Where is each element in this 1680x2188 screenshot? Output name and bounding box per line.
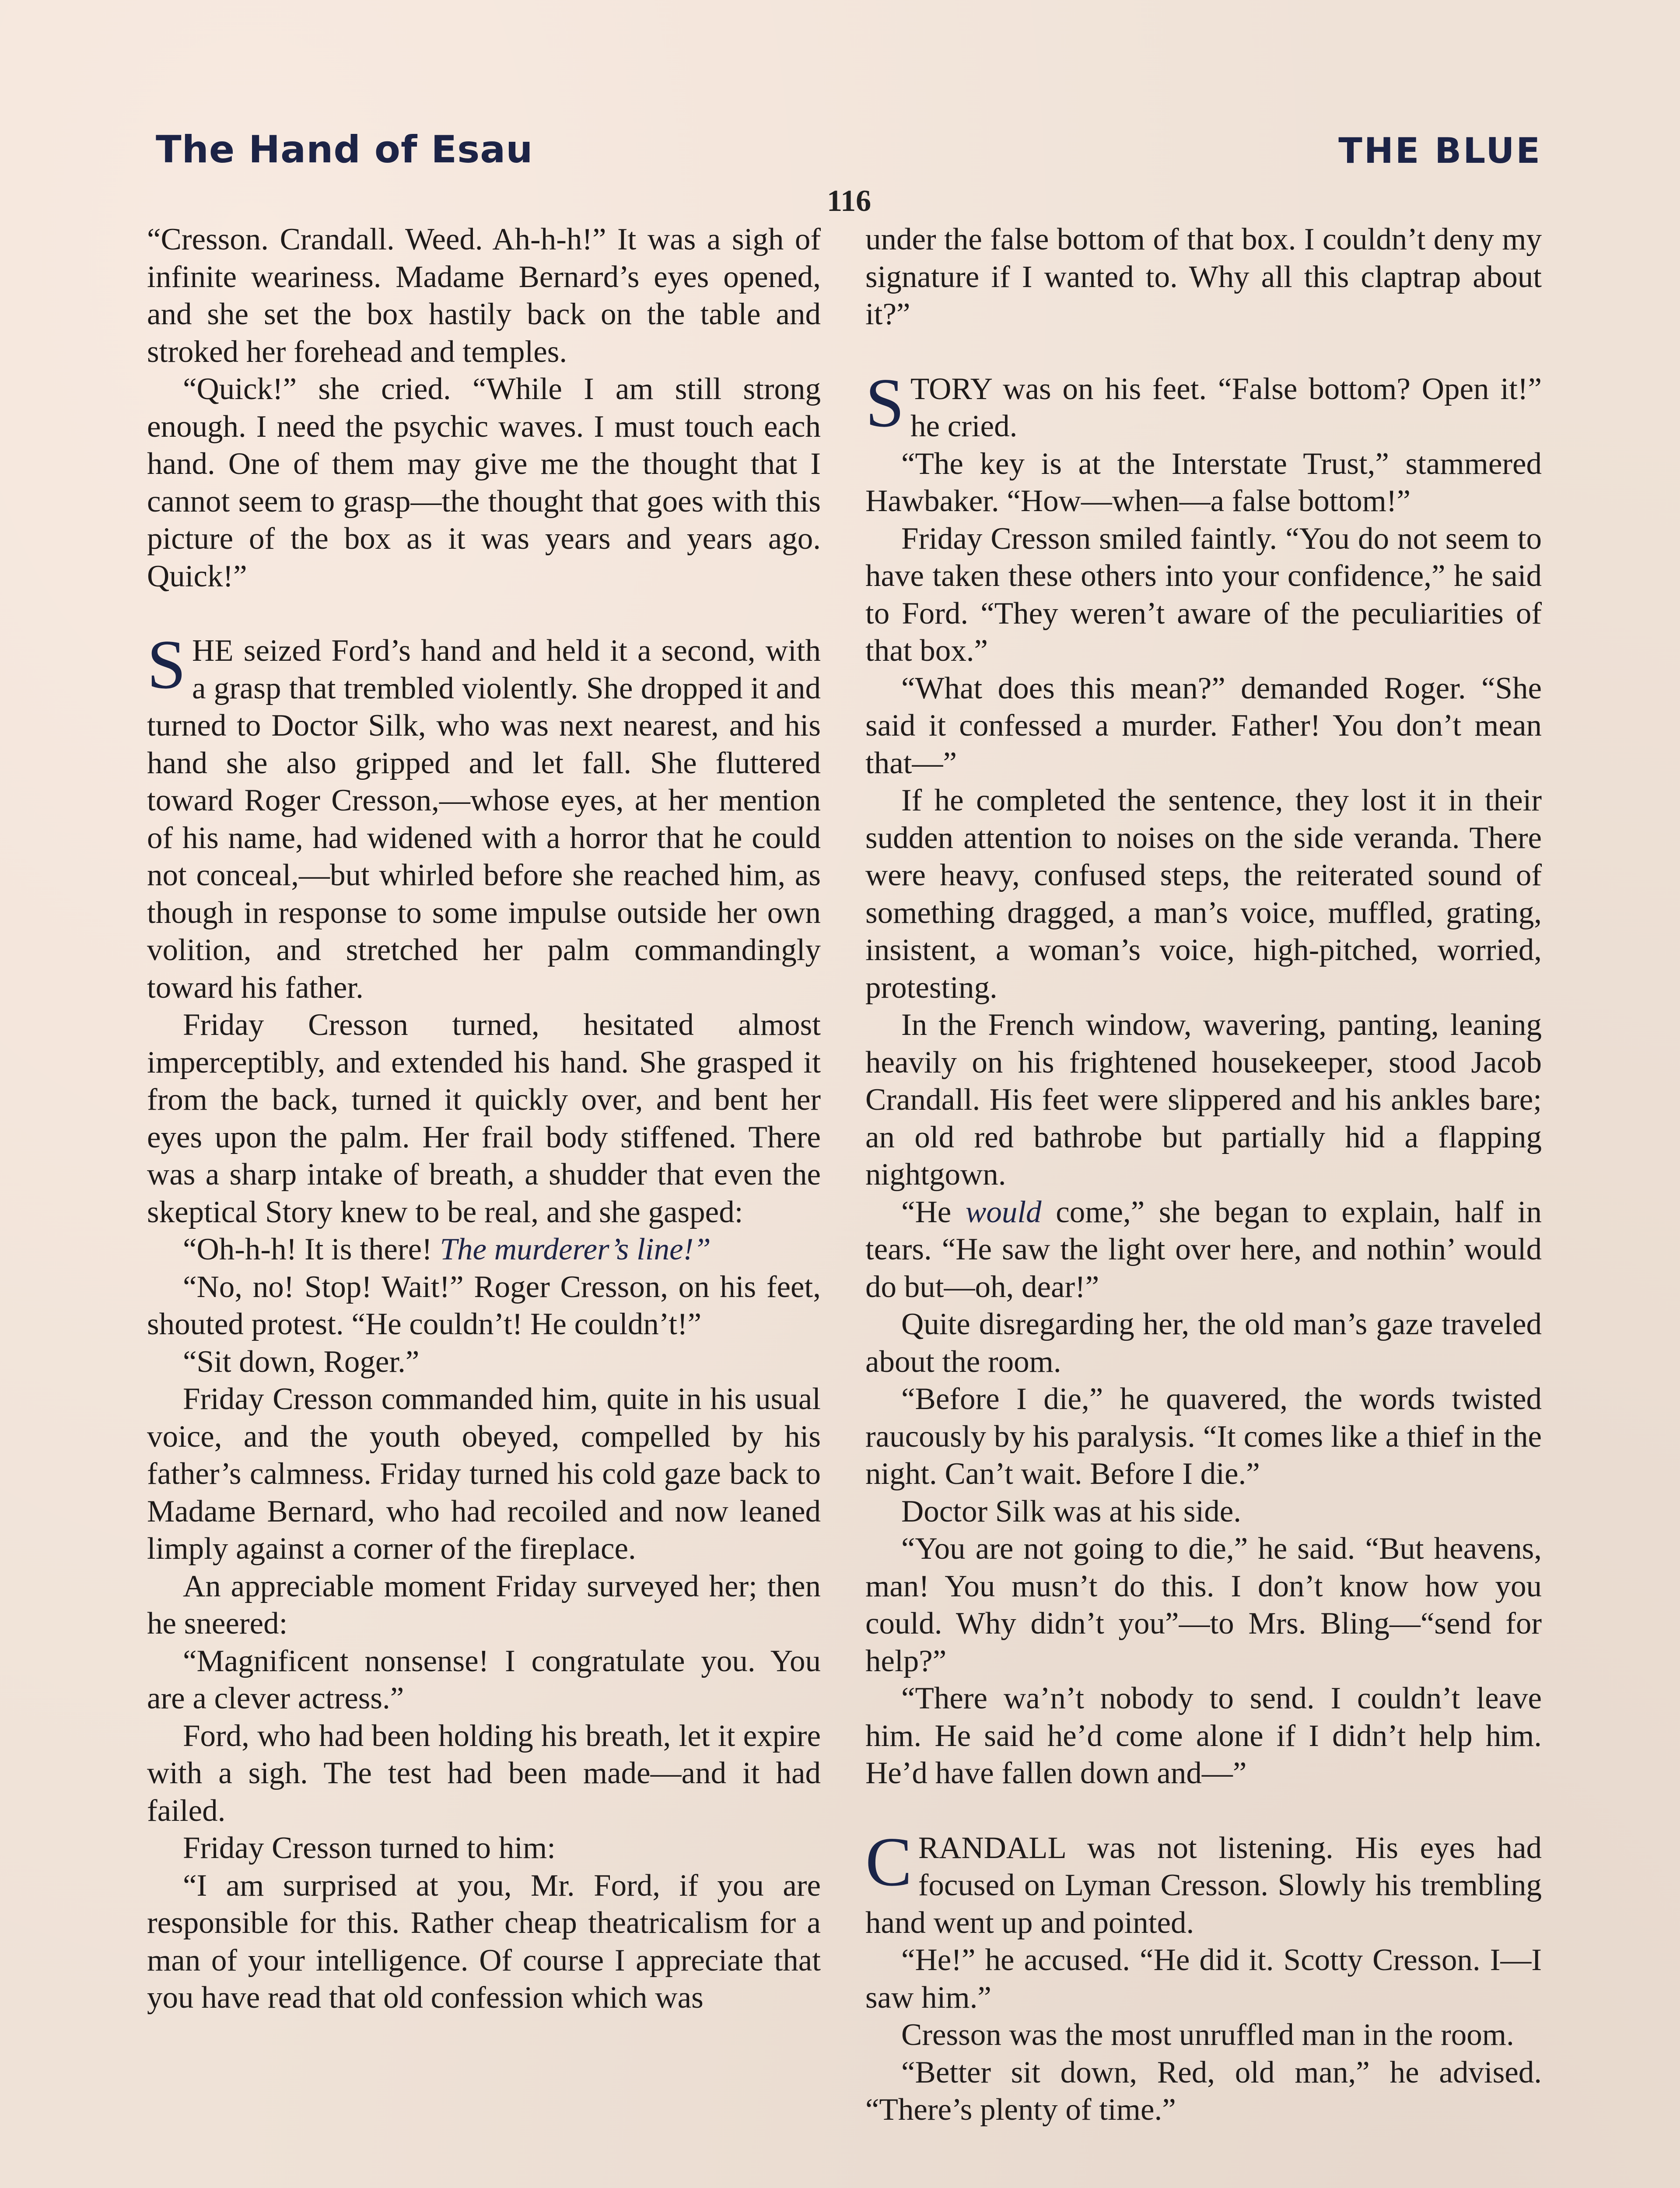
paragraph bbox=[147, 1568, 821, 1643]
paragraph-text: “Better sit down, Red, old man,” he advised. “There’s plenty of time.” bbox=[865, 2055, 1542, 2127]
paragraph bbox=[147, 1830, 821, 1867]
paragraph-text: “Quick!” she cried. “While I am still strong enough. I need the psychic waves. I must touch each hand. One of them may give me the thought that I cannot seem to grasp—the thought that goes with this picture of the box as it was years and years ago. Quick!” bbox=[147, 372, 821, 593]
paragraph-text: under the false bottom of that box. I couldn’t deny my signature if I wanted to. Why all this claptrap about it?” bbox=[865, 222, 1542, 331]
right-text-column bbox=[865, 221, 1542, 2129]
paragraph bbox=[865, 2016, 1542, 2054]
paragraph-text: “Magnificent nonsense! I congratulate you. You are a clever actress.” bbox=[147, 1644, 821, 1715]
paragraph bbox=[865, 2054, 1542, 2129]
paragraph bbox=[865, 445, 1542, 520]
paragraph-text: “Cresson. Crandall. Weed. Ah-h-h!” It was a sigh of infinite weariness. Madame Bernard’s eyes opened, and she set the box hastily back on the table and stroked her forehead and temples. bbox=[147, 222, 821, 369]
paragraph-text: TORY was on his feet. “False bottom? Open it!” he cried. bbox=[910, 372, 1542, 443]
paragraph-text: “What does this mean?” demanded Roger. “She said it confessed a murder. Father! You don’t mean that—” bbox=[865, 671, 1542, 780]
paragraph-text: Cresson was the most unruffled man in the room. bbox=[901, 2018, 1514, 2052]
paragraph bbox=[865, 1942, 1542, 2016]
paragraph bbox=[865, 1493, 1542, 1531]
drop-cap-letter: S bbox=[147, 625, 186, 703]
paragraph bbox=[147, 1269, 821, 1343]
paragraph-text: Ford, who had been holding his breath, let it expire with a sigh. The test had been made—and it had failed. bbox=[147, 1718, 821, 1828]
paragraph-text: Friday Cresson turned, hesitated almost imperceptibly, and extended his hand. She grasped it from the back, turned it quickly over, and bent her eyes upon the palm. Her frail body stiffened. There was a sharp intake of breath, a shudder that even the skeptical Story knew to be real, and she gasped: bbox=[147, 1008, 821, 1229]
paragraph-text: come,” she began to explain, half in tears. “He saw the light over here, and nothin’ would do but—oh, dear!” bbox=[865, 1195, 1542, 1304]
section-start-paragraph bbox=[865, 1822, 1542, 1942]
paragraph bbox=[147, 1643, 821, 1718]
paragraph bbox=[147, 1867, 821, 2017]
paragraph-text: “No, no! Stop! Wait!” Roger Cresson, on his feet, shouted protest. “He couldn’t! He couldn’t!” bbox=[147, 1269, 821, 1341]
paragraph bbox=[865, 520, 1542, 670]
paragraph-text: In the French window, wavering, panting, leaning heavily on his frightened housekeeper, stood Jacob Crandall. His feet were slippered and his ankles bare; an old red bathrobe but partially hid a flapping nightgown. bbox=[865, 1008, 1542, 1192]
paragraph-text: “Sit down, Roger.” bbox=[183, 1344, 420, 1379]
paragraph bbox=[147, 1231, 821, 1269]
paragraph bbox=[147, 1381, 821, 1568]
paragraph bbox=[865, 1530, 1542, 1680]
paragraph-text: Friday Cresson turned to him: bbox=[183, 1831, 556, 1865]
paragraph-text: Doctor Silk was at his side. bbox=[901, 1494, 1241, 1529]
paragraph bbox=[147, 1343, 821, 1381]
paragraph-text: Friday Cresson smiled faintly. “You do not seem to have taken these others into your confidence,” he said to Ford. “They weren’t aware of the peculiarities of that box.” bbox=[865, 521, 1542, 668]
paragraph-text: “He!” he accused. “He did it. Scotty Cresson. I—I saw him.” bbox=[865, 1943, 1542, 2015]
paragraph bbox=[147, 1718, 821, 1830]
paragraph-text: RANDALL was not listening. His eyes had focused on Lyman Cresson. Slowly his trembling hand went up and pointed. bbox=[865, 1830, 1542, 1940]
paragraph-text: HE seized Ford’s hand and held it a second, with a grasp that trembled violently. She dropped it and turned to Doctor Silk, who was next nearest, and his hand she also gripped and let fall. She fluttered toward Roger Cresson,—whose eyes, at her mention of his name, had widened with a horror that he could not conceal,—but whirled before she reached him, as though in response to some impulse outside her own volition, and stretched her palm commandingly toward his father. bbox=[147, 634, 821, 1005]
paragraph bbox=[865, 1194, 1542, 1306]
paragraph bbox=[865, 1306, 1542, 1381]
paragraph bbox=[865, 670, 1542, 782]
paragraph-text: Friday Cresson commanded him, quite in his usual voice, and the youth obeyed, compelled by his father’s calmness. Friday turned his cold gaze back to Madame Bernard, who had recoiled and now leaned limply against a corner of the fireplace. bbox=[147, 1382, 821, 1566]
drop-cap-letter: C bbox=[865, 1822, 912, 1900]
paragraph bbox=[147, 1006, 821, 1231]
running-magazine-name: THE BLUE bbox=[1338, 130, 1542, 171]
paragraph-continued bbox=[865, 221, 1542, 333]
paragraph-text: Quite disregarding her, the old man’s gaze traveled about the room. bbox=[865, 1307, 1542, 1379]
paragraph-text: An appreciable moment Friday surveyed her; then he sneered: bbox=[147, 1569, 821, 1641]
paragraph bbox=[865, 1381, 1542, 1493]
section-start-paragraph bbox=[865, 363, 1542, 445]
running-title: The Hand of Esau bbox=[156, 128, 533, 172]
paragraph bbox=[147, 371, 821, 595]
paragraph-text: “The key is at the Interstate Trust,” stammered Hawbaker. “How—when—a false bottom!” bbox=[865, 446, 1542, 518]
italic-text: The murderer’s line!” bbox=[440, 1232, 711, 1266]
paragraph bbox=[865, 1680, 1542, 1792]
paragraph-continued bbox=[147, 221, 821, 371]
paragraph-text: “You are not going to die,” he said. “But heavens, man! You musn’t do this. I don’t know how you could. Why didn’t you”—to Mrs. Bling—“send for help?” bbox=[865, 1532, 1542, 1678]
section-start-paragraph bbox=[147, 625, 821, 1006]
italic-text: would bbox=[965, 1195, 1042, 1229]
paragraph bbox=[865, 782, 1542, 1006]
paragraph-text: “There wa’n’t nobody to send. I couldn’t leave him. He said he’d come alone if I didn’t help him. He’d have fallen down and—” bbox=[865, 1681, 1542, 1790]
paragraph bbox=[865, 1006, 1542, 1194]
paragraph-text: If he completed the sentence, they lost it in their sudden attention to noises on the side veranda. There were heavy, confused steps, the reiterated sound of something dragged, a man’s voice, muffled, grating, insistent, a woman’s voice, high-pitched, worried, protesting. bbox=[865, 783, 1542, 1005]
page-number: 116 bbox=[827, 184, 872, 218]
paragraph-text: “Oh-h-h! It is there! bbox=[183, 1232, 440, 1266]
left-text-column bbox=[147, 221, 821, 2017]
paragraph-text: “He bbox=[901, 1195, 966, 1229]
paragraph-text: “I am surprised at you, Mr. Ford, if you are responsible for this. Rather cheap theatricalism for a man of your intelligence. Of course I appreciate that you have read that old confession which was bbox=[147, 1868, 821, 2015]
drop-cap-letter: S bbox=[865, 363, 904, 442]
paragraph-text: “Before I die,” he quavered, the words twisted raucously by his paralysis. “It comes like a thief in the night. Can’t wait. Before I die.” bbox=[865, 1382, 1542, 1491]
